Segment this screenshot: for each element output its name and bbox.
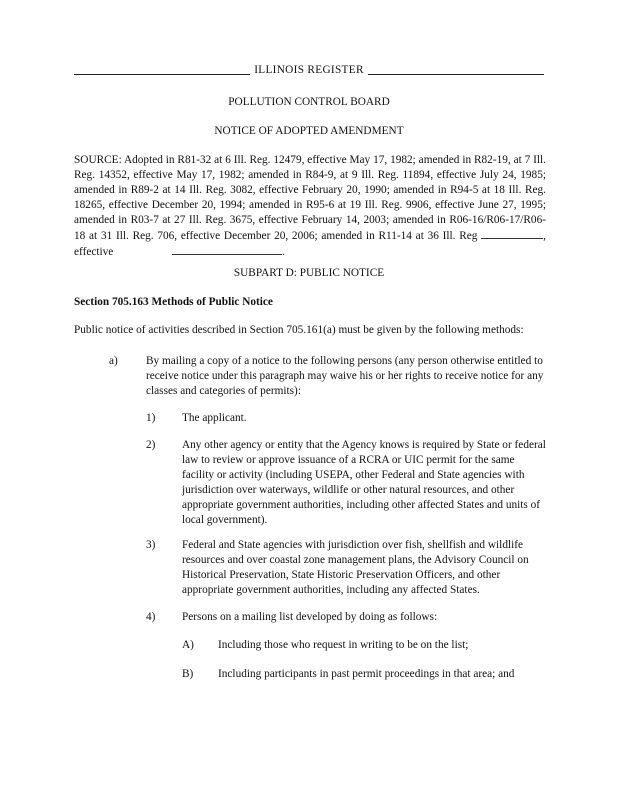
item-text: Including those who request in writing to be on the list; [218, 639, 469, 651]
source-effective: , effective [74, 230, 546, 258]
item-text: The applicant. [182, 412, 247, 424]
source-end: . [282, 246, 285, 258]
item-label: 4) [146, 611, 156, 623]
source-note [74, 153, 546, 260]
item-label: A) [182, 639, 194, 651]
notice-title: NOTICE OF ADOPTED AMENDMENT [214, 125, 404, 137]
item-text: By mailing a copy of a notice to the following persons (any person otherwise entitled to receive notice under this paragraph may waive his or her rights to receive notice for any classes and categories of permits): [146, 355, 544, 397]
item-label: B) [182, 668, 194, 680]
item-label: a) [109, 355, 118, 367]
register-blank [481, 228, 543, 239]
register-header [74, 63, 544, 78]
item-text: Including participants in past permit proceedings in that area; and [218, 668, 515, 680]
item-text: Persons on a mailing list developed by doing as follows: [182, 611, 438, 623]
subpart-title: SUBPART D: PUBLIC NOTICE [233, 267, 385, 279]
item-label: 3) [146, 539, 156, 551]
item-text: Any other agency or entity that the Agency knows is required by State or federal law to review or approve issuance of a RCRA or UIC permit for the same facility or activity (including USEPA, other Federal and State agencies with jurisdiction over waterways, wildlife or other natural resources, and other appropriate government authorities, including other affected States and units of local government). [182, 439, 546, 526]
section-intro: Public notice of activities described in Section 705.161(a) must be given by the following methods: [74, 324, 524, 336]
item-label: 1) [146, 412, 156, 424]
board-title: POLLUTION CONTROL BOARD [228, 96, 390, 108]
source-text: SOURCE: Adopted in R81-32 at 6 Ill. Reg. 12479, effective May 17, 1982; amended in R82-19, at 7 Ill. Reg. 14352, effective May 17, 1982; amended in R84-9, at 9 Ill. Reg. 11894, effective July 24, 1985; amended in R89-2 at 14 Ill. Reg. 3082, effective February 20, 1990; amended in R94-5 at 18 Ill. Reg. 18265, effective December 20, 1994; amended in R95-6 at 19 Ill. Reg. 9906, effective June 27, 1995; amended in R03-7 at 27 Ill. Reg. 3675, effective February 14, 2003; amended in R06-16/R06-17/R06-18 at 31 Ill. Reg. 706, effective December 20, 2006; amended in R11-14 at 36 Ill. Reg [74, 154, 546, 242]
section-heading: Section 705.163 Methods of Public Notice [74, 296, 273, 308]
item-text: Federal and State agencies with jurisdiction over fish, shellfish and wildlife resources and over coastal zone management plans, the Advisory Council on Historical Preservation, State Historic Preservation Officers, and other appropriate government authorities, including any affected States. [182, 539, 529, 596]
effective-date-blank [172, 244, 282, 255]
register-title: ILLINOIS REGISTER [250, 64, 368, 76]
item-label: 2) [146, 439, 156, 451]
